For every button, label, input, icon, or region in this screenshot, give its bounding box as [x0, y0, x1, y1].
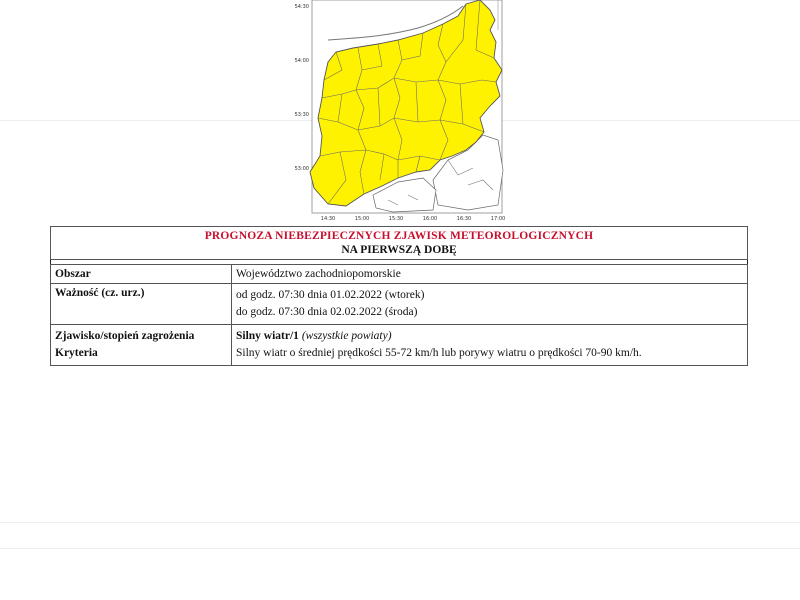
table-row-validity — [51, 284, 748, 325]
area-value: Województwo zachodniopomorskie — [232, 265, 748, 284]
validity-from: od godz. 07:30 dnia 01.02.2022 (wtorek) — [236, 289, 425, 301]
phenomenon-label: Zjawisko/stopień zagrożenia — [55, 330, 195, 342]
map-tick-x: 16:00 — [422, 216, 438, 222]
warning-map-svg — [294, 0, 522, 222]
map-tick-y: 54:00 — [294, 58, 309, 64]
criteria-label: Kryteria — [55, 347, 98, 359]
warning-title: PROGNOZA NIEBEZPIECZNYCH ZJAWISK METEOROLOGICZNYCH — [204, 230, 594, 242]
warning-subtitle: NA PIERWSZĄ DOBĘ — [341, 244, 457, 256]
area-label: Obszar — [51, 265, 232, 284]
map-tick-x: 17:00 — [490, 216, 506, 222]
warning-table — [50, 226, 748, 366]
phenomenon-value — [232, 325, 748, 366]
map-tick-y: 53:00 — [294, 166, 309, 172]
validity-value — [232, 284, 748, 325]
validity-label: Ważność (cz. urz.) — [51, 284, 232, 325]
criteria-text: Silny wiatr o średniej prędkości 55-72 km/h lub porywy wiatru o prędkości 70-90 km/h. — [236, 347, 642, 359]
table-row-phenomenon — [51, 325, 748, 366]
map-tick-y: 53:30 — [294, 112, 309, 118]
phenomenon-name: Silny wiatr/1 — [236, 330, 299, 342]
warning-map — [294, 0, 522, 222]
map-tick-x: 15:30 — [388, 216, 404, 222]
map-tick-y: 54:30 — [294, 4, 309, 10]
table-row-area — [51, 265, 748, 284]
map-tick-x: 15:00 — [354, 216, 370, 222]
scan-artifact-line — [0, 522, 800, 523]
scan-artifact-line — [0, 548, 800, 549]
map-tick-x: 16:30 — [456, 216, 472, 222]
phenomenon-labels — [51, 325, 232, 366]
table-header — [51, 227, 748, 260]
map-tick-x: 14:30 — [320, 216, 336, 222]
validity-to: do godz. 07:30 dnia 02.02.2022 (środa) — [236, 306, 418, 318]
phenomenon-note: (wszystkie powiaty) — [301, 330, 392, 342]
phenomenon-line — [236, 328, 743, 345]
